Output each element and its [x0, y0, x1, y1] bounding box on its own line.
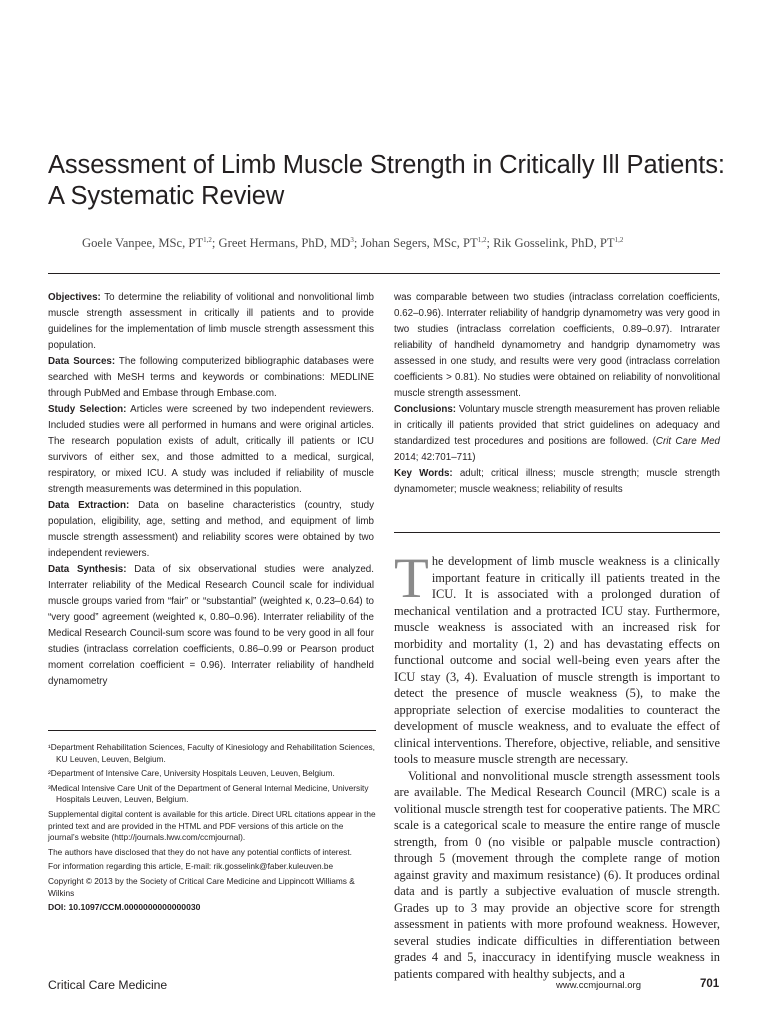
abstract-objectives: Objectives: To determine the reliability of volitional and nonvolitional limb muscle strength assessment in critically ill patients and to provide guidelines for the implementation of limb muscle strength assessment this population.	[48, 292, 375, 351]
footnotes	[48, 742, 376, 917]
author: Johan Segers, MSc, PT$^{1,2}$;	[360, 236, 494, 251]
affiliation-2: ²Department of Intensive Care, University Hospitals Leuven, Leuven, Belgium.	[48, 768, 335, 779]
body-paragraph: Volitional and nonvolitional muscle strength assessment tools are available. The Medical Research Council (MRC) scale is a volitional muscle strength test for cooperative patients. The MRC scale is a categorical scale to measure the entire range of muscle strength, from 0 (no visible or palpable muscle contraction) through 5 (movement through the complete range of motion against gravity and maximum resistance) (6). It produces ordinal data and is partly a subjective evaluation of muscle strength. Grades up to 3 may provide an objective score for strength assessment in patients with more profound weakness. However, several studies indicate difficulties in differentiation between grades 4 and 5, inaccuracy in identifying muscle weakness in patients compared with healthy subjects, and a	[394, 768, 720, 981]
conflict-note: The authors have disclosed that they do not have any potential conflicts of interest.	[48, 846, 352, 857]
abstract-right-column	[394, 290, 720, 498]
journal-url: www.ccmjournal.org	[556, 980, 641, 991]
abstract-keywords: Key Words: adult; critical illness; muscle strength; muscle strength dynamometer; muscle weakness; reliability of results	[394, 468, 720, 495]
body-paragraph: The development of limb muscle weakness is a clinically important feature in critically ill patients treated in the ICU. It is associated with a prolonged duration of mechanical ventilation and a protracted ICU stay. Furthermore, muscle weakness is associated with an increased risk for morbidity and mortality (1, 2) and has devastating effects on functional outcome and social well-being even years after the ICU stay (3, 4). Evaluation of muscle strength is important to detect the presence of muscle weakness (5), to make the appropriate selection of exercise modalities to counteract the development of muscle weakness, and to evaluate the effect of clinical interventions. Therefore, objective, reliable, and sensitive tools to measure muscle strength are necessary.	[394, 547, 720, 766]
affiliation-3: ³Medical Intensive Care Unit of the Department of General Internal Medicine, University Hospitals Leuven, Leuven, Belgium.	[48, 782, 369, 805]
footnote-divider	[48, 730, 376, 731]
abstract-data-synthesis: Data Synthesis: Data of six observational studies were analyzed. Interrater reliability of the Medical Research Council scale for individual muscle groups varied from “fair” or “substantial” (weighted κ, 0.23–0.64) to “very good” agreement (weighted κ, 0.80–0.96). Interrater reliability of the Medical Research Council-sum score was found to be very good in all four studies (intraclass correlation coefficients, 0.86–0.99 or Pearson product moment correlation coefficient = 0.96). Interrater reliability of handheld dynamometry	[48, 564, 374, 687]
author-list	[82, 236, 742, 251]
abstract-synthesis-continued: was comparable between two studies (intraclass correlation coefficients, 0.62–0.96). Interrater reliability of handgrip dynamometry was very good in two studies (intraclass correlation coefficients, 0.89–0.97). Intrarater reliability of handheld dynamometry and handgrip dynamometry was assessed in one study, and results were very good (intraclass correlation coefficients > 0.81). No studies were obtained on reliability of nonvolitional muscle strength assessment.	[394, 292, 720, 399]
abstract-end-divider	[394, 532, 720, 533]
journal-name: Critical Care Medicine	[48, 978, 168, 992]
abstract-left-column	[48, 290, 374, 690]
supplemental-note: Supplemental digital content is available for this article. Direct URL citations appear in the printed text and are provided in the HTML and PDF versions of this article on the journal’s website (http://journals.lww.com/ccmjournal).	[48, 808, 376, 843]
abstract-data-sources: Data Sources: The following computerized bibliographic databases were searched with MeSH terms and keywords or combinations: MEDLINE through PubMed and Embase through Embase.com.	[48, 356, 375, 399]
doi: DOI: 10.1097/CCM.0000000000000030	[48, 902, 201, 913]
copyright: Copyright © 2013 by the Society of Critical Care Medicine and Lippincott Williams & Wilkins	[48, 875, 355, 898]
abstract-study-selection: Study Selection: Articles were screened by two independent reviewers. Included studies were all performed in humans and were original articles. The research population exists of adult, critically ill patients or ICU survivors of either sex, and those admitted to a medical, surgical, respiratory, or mixed ICU. A study was included if reliability of muscle strength measurements was determined in this population.	[48, 404, 374, 495]
author: Goele Vanpee, MSc, PT$^{1,2}$;	[82, 236, 219, 251]
author: Rik Gosselink, PhD, PT$^{1,2}$	[493, 236, 624, 251]
article-title: Assessment of Limb Muscle Strength in Critically Ill Patients: A Systematic Review	[48, 151, 725, 210]
drop-cap: T	[394, 547, 429, 610]
contact-email: For information regarding this article, E-mail: rik.gosselink@faber.kuleuven.be	[48, 861, 334, 872]
affiliation-1: ¹Department Rehabilitation Sciences, Faculty of Kinesiology and Rehabilitation Sciences, KU Leuven, Leuven, Belgium.	[48, 742, 375, 764]
abstract-data-extraction: Data Extraction: Data on baseline characteristics (country, study population, eligibility, age, setting and method, and equipment of limb muscle strength assessment) and reliability scores were obtained by two independent reviewers.	[48, 500, 374, 559]
page-number: 701	[700, 978, 720, 990]
body-text	[394, 547, 720, 982]
header-divider	[48, 273, 720, 274]
author: Greet Hermans, PhD, $MD^3$;	[218, 236, 361, 251]
abstract-conclusions: Conclusions: Voluntary muscle strength measurement has proven reliable in critically ill patients provided that strict guidelines on adequacy and standardized test procedures and positions are followed. (Crit Care Med 2014; 42:701–711)	[394, 404, 720, 463]
